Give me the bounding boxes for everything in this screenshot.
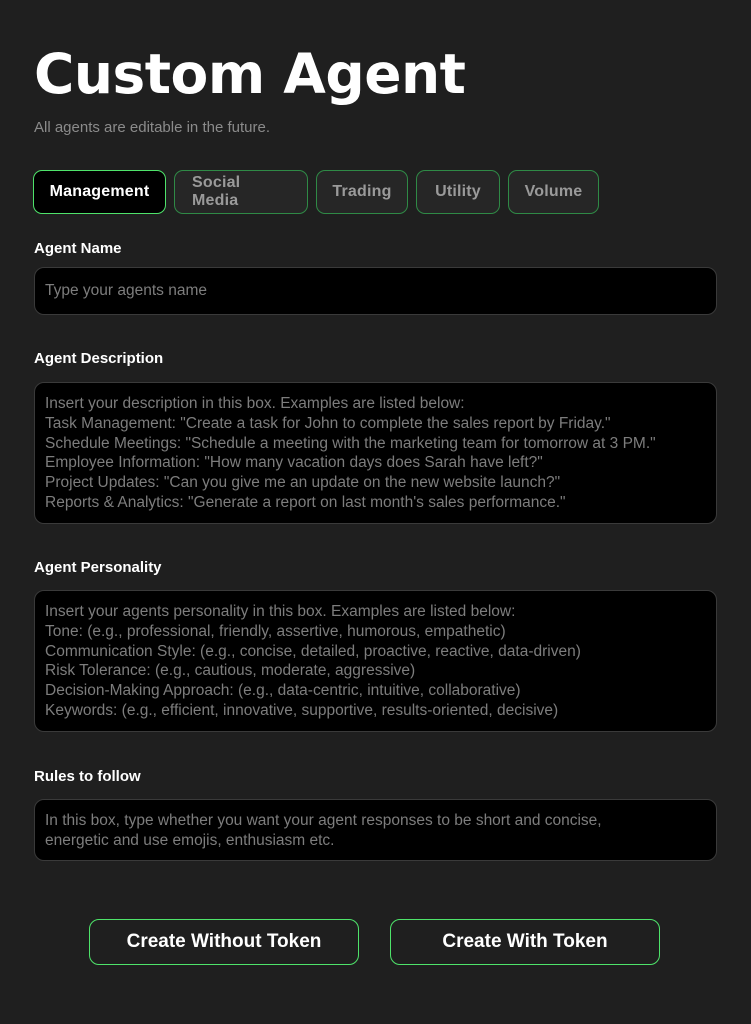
page-title: Custom Agent: [34, 42, 466, 106]
tab-volume[interactable]: Volume: [508, 170, 599, 214]
agent-personality-label: Agent Personality: [34, 559, 162, 576]
rules-label: Rules to follow: [34, 768, 141, 785]
tab-management[interactable]: Management: [33, 170, 166, 214]
tab-trading[interactable]: Trading: [316, 170, 408, 214]
page-subtitle: All agents are editable in the future.: [34, 119, 270, 136]
agent-name-input[interactable]: Type your agents name: [34, 267, 717, 315]
rules-textarea[interactable]: In this box, type whether you want your agent responses to be short and concise, energetic and use emojis, enthusiasm etc.: [34, 799, 717, 861]
category-tabs: [33, 170, 599, 214]
agent-name-label: Agent Name: [34, 240, 122, 257]
tab-utility[interactable]: Utility: [416, 170, 500, 214]
agent-personality-textarea[interactable]: Insert your agents personality in this box. Examples are listed below: Tone: (e.g., professional, friendly, assertive, humorous, empathetic) Communication Style: (e.g., concise, detailed, proactive, reactive, data-driven) Risk Tolerance: (e.g., cautious, moderate, aggressive) Decision-Making Approach: (e.g., data-centric, intuitive, collaborative) Keywords: (e.g., efficient, innovative, supportive, results-oriented, decisive): [34, 590, 717, 732]
agent-description-textarea[interactable]: Insert your description in this box. Examples are listed below: Task Management: "Create a task for John to complete the sales report by Friday." Schedule Meetings: "Schedule a meeting with the marketing team for tomorrow at 3 PM." Employee Information: "How many vacation days does Sarah have left?" Project Updates: "Can you give me an update on the new website launch?" Reports & Analytics: "Generate a report on last month's sales performance.": [34, 382, 717, 524]
agent-description-label: Agent Description: [34, 350, 164, 367]
create-with-token-button[interactable]: Create With Token: [390, 919, 660, 965]
tab-social-media[interactable]: Social Media: [174, 170, 308, 214]
create-without-token-button[interactable]: Create Without Token: [89, 919, 359, 965]
